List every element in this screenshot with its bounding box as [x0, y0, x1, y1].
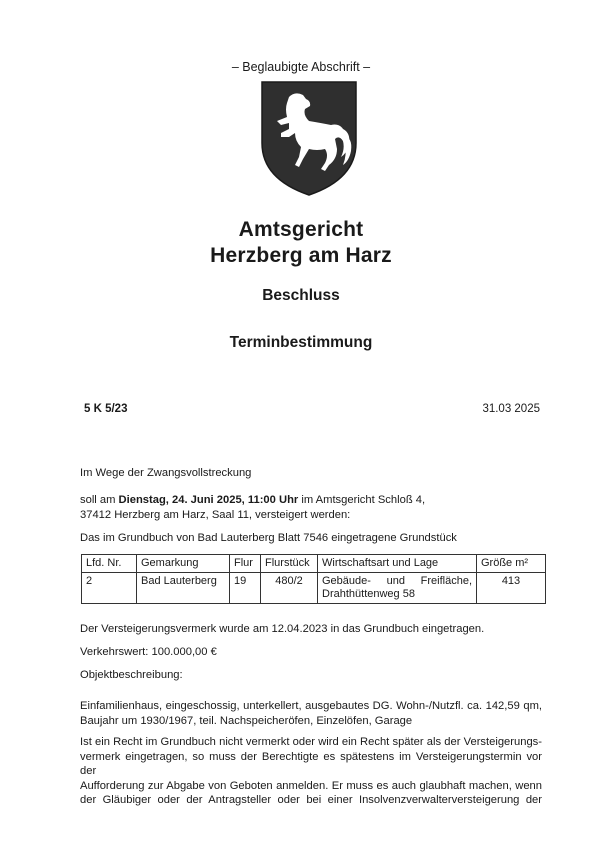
court-name-line1: Amtsgericht	[238, 218, 364, 241]
hearing-suffix: im Amtsgericht Schloß 4,	[298, 494, 426, 506]
hearing-prefix: soll am	[80, 494, 119, 506]
court-name-line2: Herzberg am Harz	[210, 244, 392, 267]
col-header-groesse: Größe m²	[477, 555, 546, 573]
case-number: 5 K 5/23	[84, 403, 128, 415]
intro-text: Im Wege der Zwangsvollstreckung	[80, 467, 252, 479]
parcel-intro: Das im Grundbuch von Bad Lauterberg Blatt 7546 eingetragene Grundstück	[80, 532, 457, 544]
objekt-line2: Baujahr um 1930/1967, teil. Nachspeicheröfen, Einzelöfen, Garage	[80, 714, 413, 727]
table-header-row	[82, 555, 546, 573]
cell-nr: 2	[82, 573, 137, 604]
rights-paragraph	[80, 735, 542, 808]
cell-lage	[318, 573, 477, 604]
cell-groesse: 413	[477, 573, 546, 604]
cell-gemarkung: Bad Lauterberg	[137, 573, 230, 604]
document-subtitle: Terminbestimmung	[229, 334, 373, 351]
objekt-heading: Objektbeschreibung:	[80, 669, 183, 681]
rights-line3: Aufforderung zur Abgabe von Geboten anmelden. Er muss es auch glaubhaft machen, wenn	[80, 779, 542, 792]
rights-line2: vermerk eingetragen, so muss der Berechtigte es spätestens im Versteigerungstermin vor der	[80, 750, 542, 777]
col-header-flurstueck: Flurstück	[261, 555, 318, 573]
col-header-gemarkung: Gemarkung	[137, 555, 230, 573]
vermerk-text: Der Versteigerungsvermerk wurde am 12.04.2023 in das Grundbuch eingetragen.	[80, 623, 485, 635]
table-row	[82, 573, 546, 604]
coat-of-arms	[259, 79, 359, 202]
col-header-flur: Flur	[230, 555, 261, 573]
col-header-lage: Wirtschaftsart und Lage	[318, 555, 477, 573]
cell-flur: 19	[230, 573, 261, 604]
cell-flurstueck: 480/2	[261, 573, 318, 604]
col-header-nr: Lfd. Nr.	[82, 555, 137, 573]
objekt-description	[80, 699, 542, 728]
rights-line1: Ist ein Recht im Grundbuch nicht vermerkt oder wird ein Recht später als der Versteigerungs-	[80, 736, 542, 748]
cell-lage-line1: Gebäude- und Freifläche,	[322, 575, 472, 587]
hearing-location: 37412 Herzberg am Harz, Saal 11, versteigert werden:	[80, 508, 351, 521]
certified-copy-note: – Beglaubigte Abschrift –	[231, 60, 371, 74]
objekt-line1: Einfamilienhaus, eingeschossig, unterkellert, ausgebautes DG. Wohn-/Nutzfl. ca. 142,59 qm,	[80, 700, 542, 712]
cell-lage-line2: Drahthüttenweg 58	[322, 588, 415, 600]
hearing-paragraph	[80, 493, 542, 522]
lower-saxony-horse-crest-icon	[259, 79, 359, 197]
document-date: 31.03 2025	[482, 403, 540, 415]
hearing-date: Dienstag, 24. Juni 2025, 11:00 Uhr	[118, 494, 299, 506]
rights-line4: der Gläubiger oder der Antragsteller oder bei einer Insolvenzverwalterversteigerung der	[80, 794, 542, 806]
parcel-table	[81, 554, 546, 604]
document-type: Beschluss	[262, 287, 340, 304]
verkehrswert-text: Verkehrswert: 100.000,00 €	[80, 646, 217, 658]
